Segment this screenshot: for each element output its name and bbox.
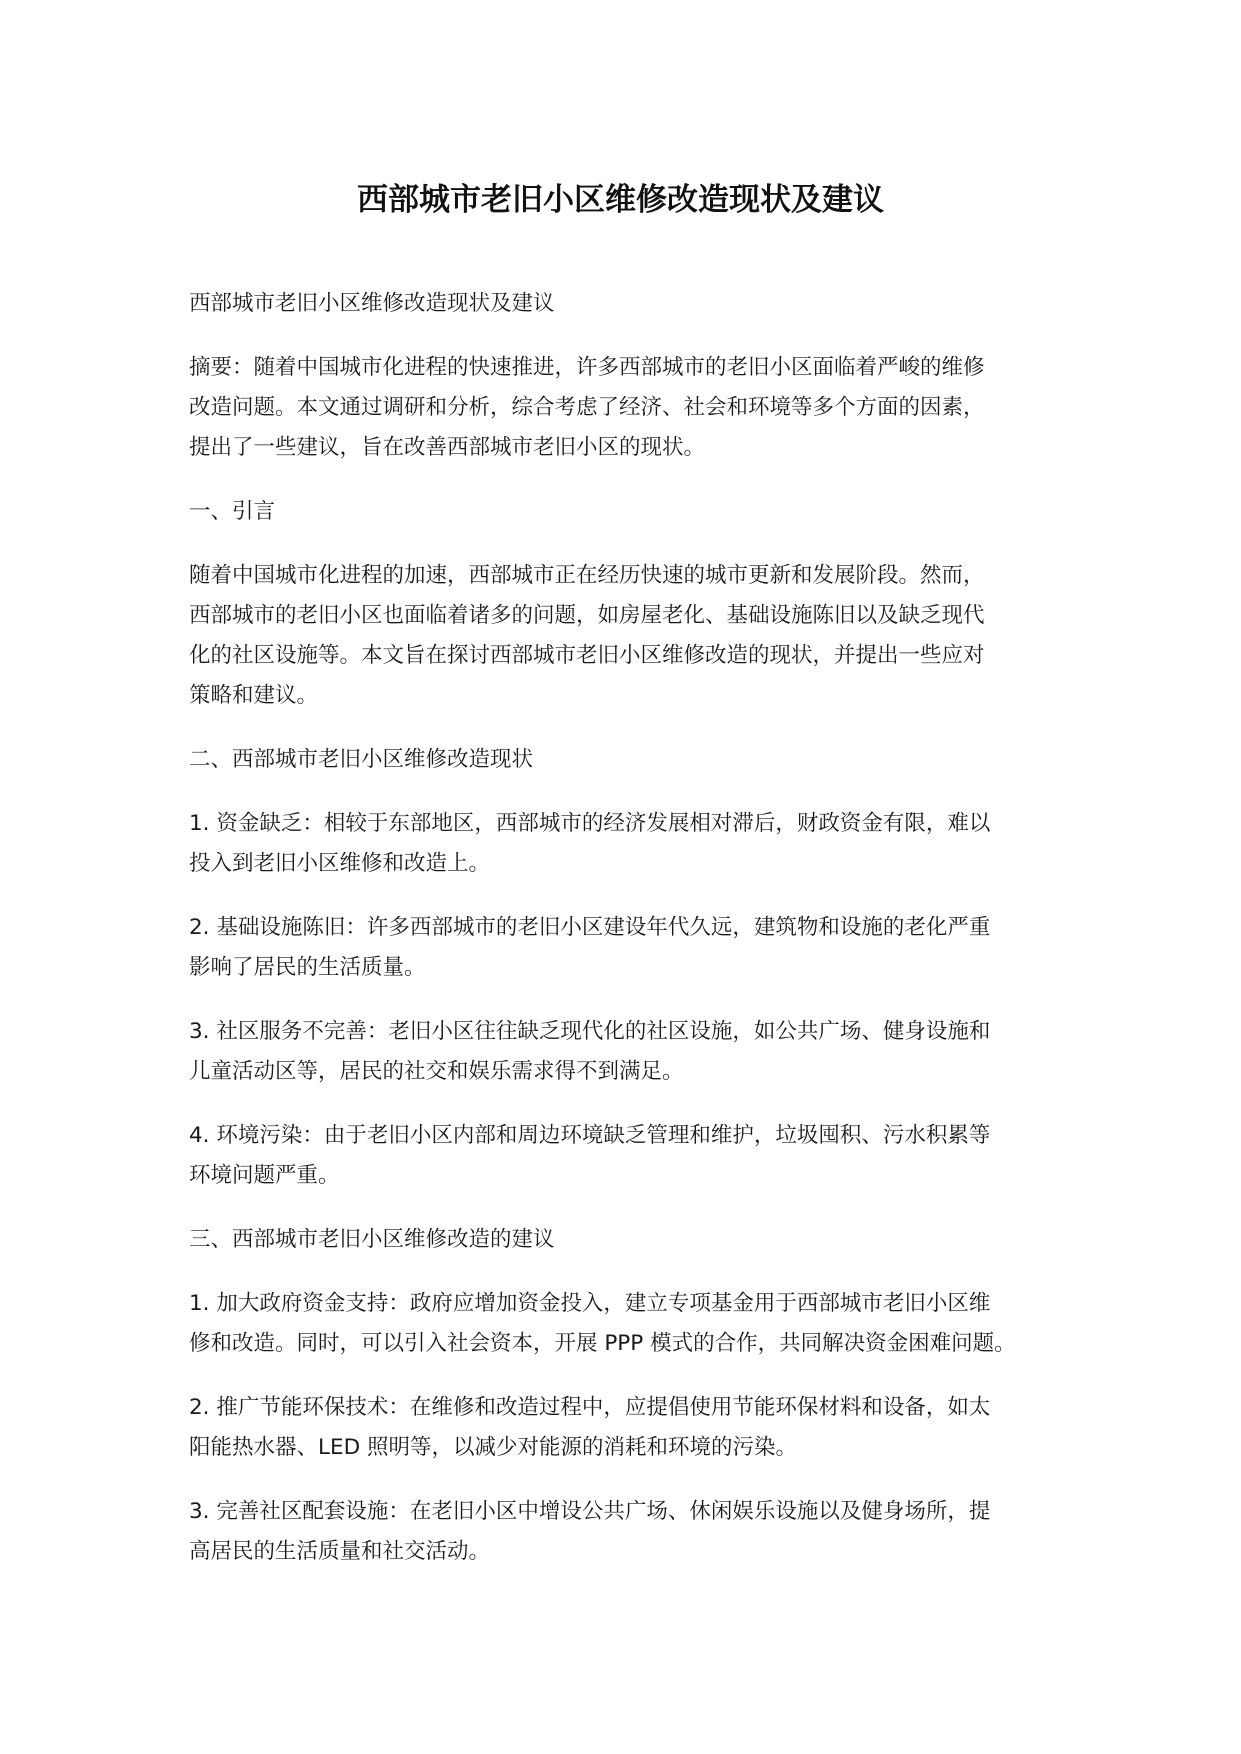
text-line: 阳能热水器、LED 照明等，以减少对能源的消耗和环境的污染。 <box>189 1435 797 1460</box>
paragraph <box>189 284 1069 324</box>
text-line: 1. 加大政府资金支持：政府应增加资金投入，建立专项基金用于西部城市老旧小区维 <box>189 1291 991 1316</box>
document-body <box>189 284 1069 1596</box>
text-line: 二、西部城市老旧小区维修改造现状 <box>189 747 534 772</box>
text-line: 一、引言 <box>189 499 276 524</box>
paragraph <box>189 556 1069 716</box>
text-line: 3. 完善社区配套设施：在老旧小区中增设公共广场、休闲娱乐设施以及健身场所，提 <box>189 1499 991 1524</box>
paragraph <box>189 1388 1069 1468</box>
text-line: 西部城市老旧小区维修改造现状及建议 <box>189 291 555 316</box>
text-line: 三、西部城市老旧小区维修改造的建议 <box>189 1227 555 1252</box>
paragraph <box>189 1492 1069 1572</box>
paragraph <box>189 1284 1069 1364</box>
text-line: 提出了一些建议，旨在改善西部城市老旧小区的现状。 <box>189 435 706 460</box>
text-line: 2. 推广节能环保技术：在维修和改造过程中，应提倡使用节能环保材料和设备，如太 <box>189 1395 991 1420</box>
paragraph <box>189 740 1069 780</box>
text-line: 影响了居民的生活质量。 <box>189 955 426 980</box>
text-line: 摘要：随着中国城市化进程的快速推进，许多西部城市的老旧小区面临着严峻的维修 <box>189 355 985 380</box>
text-line: 4. 环境污染：由于老旧小区内部和周边环境缺乏管理和维护，垃圾囤积、污水积累等 <box>189 1123 991 1148</box>
text-line: 投入到老旧小区维修和改造上。 <box>189 851 491 876</box>
text-line: 高居民的生活质量和社交活动。 <box>189 1539 491 1564</box>
paragraph <box>189 1220 1069 1260</box>
text-line: 3. 社区服务不完善：老旧小区往往缺乏现代化的社区设施，如公共广场、健身设施和 <box>189 1019 991 1044</box>
paragraph <box>189 908 1069 988</box>
paragraph <box>189 1116 1069 1196</box>
paragraph <box>189 348 1069 468</box>
text-line: 化的社区设施等。本文旨在探讨西部城市老旧小区维修改造的现状，并提出一些应对 <box>189 643 985 668</box>
text-line: 环境问题严重。 <box>189 1163 340 1188</box>
paragraph <box>189 1012 1069 1092</box>
text-line: 西部城市的老旧小区也面临着诸多的问题，如房屋老化、基础设施陈旧以及缺乏现代 <box>189 603 985 628</box>
text-line: 随着中国城市化进程的加速，西部城市正在经历快速的城市更新和发展阶段。然而， <box>189 563 985 588</box>
text-line: 2. 基础设施陈旧：许多西部城市的老旧小区建设年代久远，建筑物和设施的老化严重 <box>189 915 991 940</box>
paragraph <box>189 492 1069 532</box>
document-title: 西部城市老旧小区维修改造现状及建议 <box>357 182 884 218</box>
text-line: 策略和建议。 <box>189 683 319 708</box>
text-line: 修和改造。同时，可以引入社会资本，开展 PPP 模式的合作，共同解决资金困难问题。 <box>189 1331 1016 1356</box>
paragraph <box>189 804 1069 884</box>
text-line: 儿童活动区等，居民的社交和娱乐需求得不到满足。 <box>189 1059 684 1084</box>
text-line: 改造问题。本文通过调研和分析，综合考虑了经济、社会和环境等多个方面的因素， <box>189 395 985 420</box>
text-line: 1. 资金缺乏：相较于东部地区，西部城市的经济发展相对滞后，财政资金有限，难以 <box>189 811 991 836</box>
